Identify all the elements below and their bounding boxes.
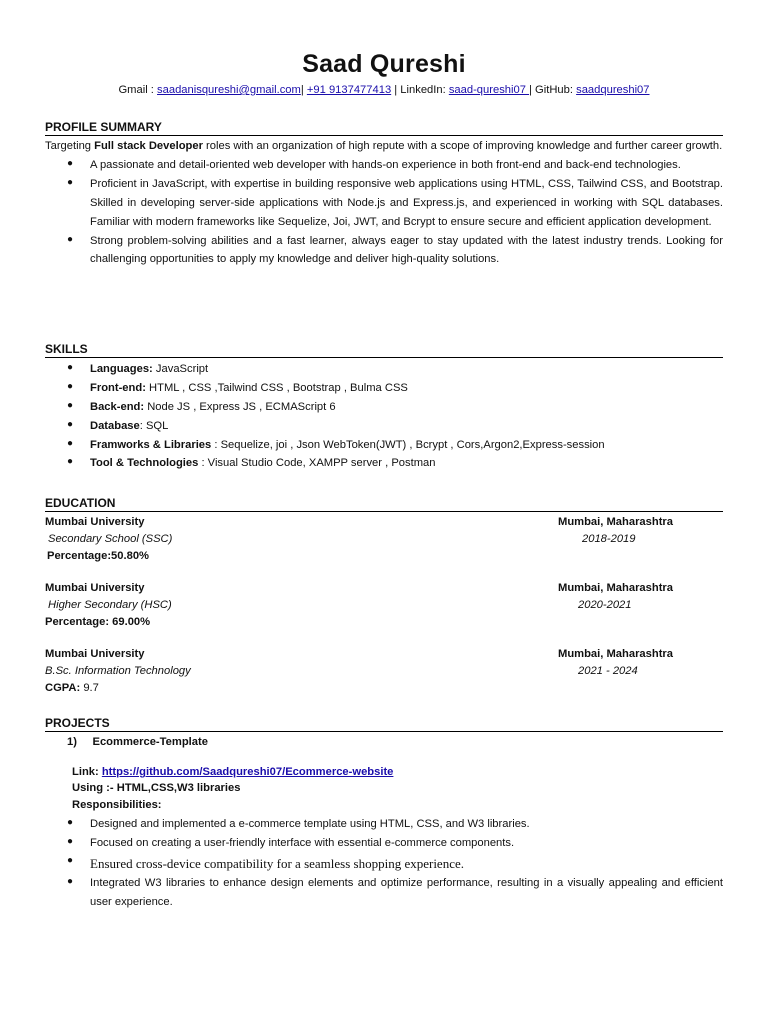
- project-responsibilities-label: Responsibilities:: [72, 798, 162, 811]
- school-location: Mumbai, Maharashtra: [558, 582, 674, 595]
- school-name: Mumbai University: [45, 516, 145, 529]
- skills-section: [45, 342, 723, 473]
- list-item: [45, 379, 723, 398]
- bullet-text: Proficient in JavaScript, with expertise in building responsive web applications using HTML, CSS, Tailwind CSS, and Bootstrap. Skilled in developing server-side applications with Node.js and Express.js, and experienced in working with SQL databases. Familiar with modern frameworks like Sequelize, Joi, JWT, and Bcrypt to ensure secure and efficient application development.: [90, 178, 723, 228]
- score-value: 9.7: [80, 682, 99, 695]
- list-item: [45, 232, 723, 270]
- education-entry: [45, 514, 723, 580]
- skill-value: : SQL: [139, 419, 169, 432]
- project-meta: [45, 764, 723, 813]
- list-item: [45, 834, 723, 853]
- skill-value: : Visual Studio Code, XAMPP server , Postman: [198, 457, 436, 470]
- skill-value: Node JS , Express JS , ECMAScript 6: [144, 401, 336, 414]
- list-item: [45, 853, 723, 875]
- list-item: [45, 360, 723, 379]
- bullet-text: Focused on creating a user-friendly interface with essential e-commerce components.: [90, 836, 515, 849]
- list-item: [45, 156, 723, 175]
- github-label: | GitHub:: [529, 84, 577, 96]
- bullet-icon: ●: [67, 418, 74, 430]
- score-value: 69.00%: [112, 616, 151, 629]
- project-title: [45, 734, 723, 751]
- bullet-icon: ●: [67, 835, 74, 847]
- project-bullet-list: [45, 815, 723, 912]
- score-value: 50.80%: [111, 550, 149, 563]
- education-section: [45, 496, 723, 702]
- edu-row-degree: [45, 597, 723, 614]
- education-entry: [45, 580, 723, 646]
- edu-row-score: [45, 614, 723, 631]
- project-name: Ecommerce-Template: [92, 736, 208, 749]
- degree: Higher Secondary (HSC): [48, 599, 172, 612]
- skill-label: Languages:: [90, 363, 153, 376]
- list-item: [45, 398, 723, 417]
- degree: B.Sc. Information Technology: [45, 665, 191, 678]
- email-link[interactable]: saadanisqureshi@gmail.com: [157, 84, 301, 96]
- edu-row-school: [45, 646, 723, 663]
- edu-row-school: [45, 514, 723, 531]
- score-label: Percentage:: [47, 550, 112, 563]
- edu-row-school: [45, 580, 723, 597]
- school-name: Mumbai University: [45, 648, 145, 661]
- contact-separator: |: [300, 84, 307, 96]
- bullet-text: A passionate and detail-oriented web developer with hands-on experience in both front-end and back-end technologies.: [90, 159, 681, 172]
- score-label: Percentage:: [45, 616, 113, 629]
- school-location: Mumbai, Maharashtra: [558, 516, 674, 529]
- bullet-icon: ●: [67, 158, 74, 170]
- profile-intro: [45, 138, 723, 156]
- bullet-text: Integrated W3 libraries to enhance design elements and optimize performance, resulting in a visually appealing and efficient user experience.: [90, 877, 723, 909]
- contact-line: [45, 83, 723, 99]
- list-item: [45, 815, 723, 834]
- bullet-icon: ●: [67, 876, 74, 888]
- section-heading-profile: PROFILE SUMMARY: [45, 120, 723, 136]
- years: 2018-2019: [582, 533, 636, 546]
- school-name: Mumbai University: [45, 582, 145, 595]
- bullet-icon: ●: [67, 816, 74, 828]
- bullet-icon: ●: [67, 400, 74, 412]
- bullet-icon: ●: [67, 381, 74, 393]
- intro-role: Full stack Developer: [94, 140, 203, 153]
- section-heading-projects: PROJECTS: [45, 716, 723, 732]
- edu-row-score: [45, 680, 723, 697]
- years: 2020-2021: [578, 599, 632, 612]
- candidate-name: Saad Qureshi: [302, 50, 466, 78]
- project-using: Using :- HTML,CSS,W3 libraries: [72, 782, 241, 795]
- projects-section: [45, 716, 723, 912]
- profile-summary-section: [45, 120, 723, 269]
- github-link[interactable]: saadqureshi07: [576, 84, 650, 96]
- skill-label: Database: [90, 419, 140, 432]
- years: 2021 - 2024: [578, 665, 638, 678]
- intro-pre: Targeting: [45, 140, 95, 153]
- list-item: [45, 874, 723, 912]
- project-link-line: [72, 764, 723, 780]
- list-item: [45, 175, 723, 231]
- section-heading-education: EDUCATION: [45, 496, 723, 512]
- list-item: [45, 436, 723, 455]
- bullet-icon: ●: [67, 362, 74, 374]
- project-link[interactable]: https://github.com/Saadqureshi07/Ecommerce-website: [101, 766, 394, 779]
- linkedin-label: | LinkedIn:: [391, 84, 449, 96]
- school-location: Mumbai, Maharashtra: [558, 648, 674, 661]
- bullet-icon: ●: [67, 854, 74, 866]
- skill-value: JavaScript: [152, 363, 209, 376]
- bullet-text: Ensured cross-device compatibility for a seamless shopping experience.: [90, 855, 464, 871]
- skill-label: Back-end:: [90, 401, 145, 414]
- edu-row-score: [45, 548, 723, 565]
- degree: Secondary School (SSC): [48, 533, 173, 546]
- profile-bullet-list: [45, 156, 723, 269]
- project-number: 1): [67, 736, 77, 749]
- edu-row-degree: [45, 531, 723, 548]
- skill-label: Front-end:: [90, 382, 146, 395]
- skill-label: Tool & Technologies: [90, 457, 199, 470]
- skill-value: : Sequelize, joi , Json WebToken(JWT) , Bcrypt , Cors,Argon2,Express-session: [211, 438, 605, 451]
- linkedin-link[interactable]: saad-qureshi07: [448, 84, 530, 96]
- bullet-icon: ●: [67, 456, 74, 468]
- bullet-text: Designed and implemented a e-commerce template using HTML, CSS, and W3 libraries.: [90, 817, 530, 830]
- skill-value: HTML , CSS ,Tailwind CSS , Bootstrap , Bulma CSS: [145, 382, 408, 395]
- education-entry: [45, 646, 723, 702]
- section-heading-skills: SKILLS: [45, 342, 723, 358]
- phone-link[interactable]: +91 9137477413: [306, 84, 392, 96]
- link-label: Link:: [72, 766, 102, 779]
- bullet-text: Strong problem-solving abilities and a fast learner, always eager to stay updated with the latest industry trends. Looking for challenging opportunities to apply my knowledge and deliver high-quality solutions.: [90, 234, 723, 266]
- skills-list: [45, 360, 723, 473]
- skill-label: Framworks & Libraries: [90, 438, 212, 451]
- gmail-label: Gmail :: [118, 84, 158, 96]
- bullet-icon: ●: [67, 177, 74, 189]
- intro-post: roles with an organization of high repute with a scope of improving knowledge and further career growth.: [202, 140, 723, 153]
- list-item: [45, 454, 723, 473]
- list-item: [45, 417, 723, 436]
- edu-row-degree: [45, 663, 723, 680]
- score-label: CGPA:: [45, 682, 81, 695]
- bullet-icon: ●: [67, 437, 74, 449]
- bullet-icon: ●: [67, 233, 74, 245]
